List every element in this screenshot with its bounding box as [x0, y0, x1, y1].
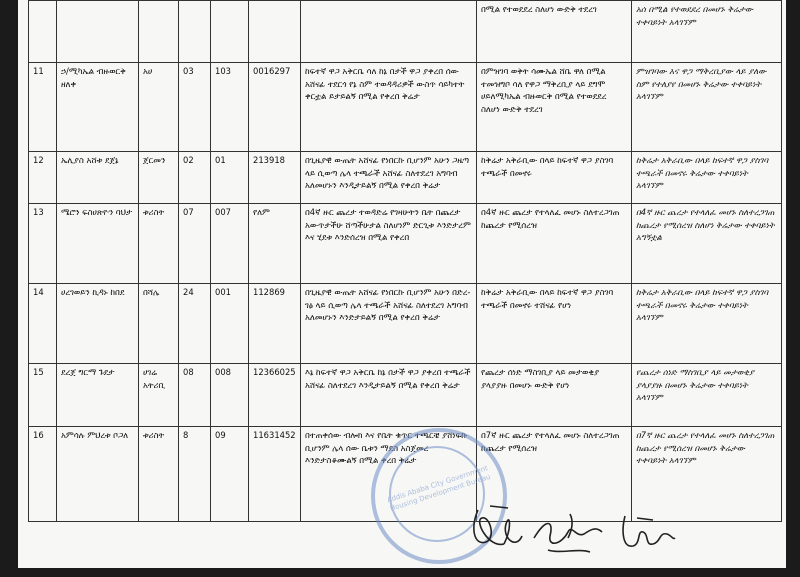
complainant-name: አምሳሉ ምህረቱ ቦጋለ: [57, 427, 139, 522]
committee-finding: በምዝገባ ወቅት ሳሙኤል ሸቤ ዋለ በሚል ተመዝግቦ ሳለ የዋጋ ማቅረቢያ ላይ ደግሞ ሀይለሚካኤል ብዙወርቅ በሚል የተወደደረ ስለሆነ ውድቅ ተደረገ: [477, 63, 632, 152]
table-row: [29, 284, 782, 364]
site-name: በሻሌ: [139, 284, 179, 364]
complainant-name: ሀረገወይን ኪዳኑ ከበደ: [57, 284, 139, 364]
complainant-name: ደረጀ ግርማ ጉደታ: [57, 364, 139, 427]
bid-code: የለም: [249, 204, 301, 284]
site-name: ቱሪስት: [139, 204, 179, 284]
house-number: 01: [211, 152, 249, 204]
complaint-description: ከፍተኛ ዋጋ አቅርቤ ሳለ ከኔ በታች ዋጋ ያቀረበ ሰው አሸናፊ ተደርጎ የኔ ስም ተወዳዳሪዎች ውስጥ ሳይካተት ቀርቷል ይታይልኝ በሚል የቀረበ ቅሬታ: [301, 63, 477, 152]
decision: በ7ኛ ዙር ጨረታ የተላለፈ መሆኑ ስለተረጋገጠ ከጨረታ የሚሰረዝ በመሆኑ ቅሬታው ተቀባይነት አላገኘም: [632, 427, 782, 522]
committee-finding: ከቅሬታ አቅራቢው በላይ ከፍተኛ ዋጋ ያስገባ ተጫራች በመኖሩ: [477, 152, 632, 204]
site-name: ቱሪስት: [139, 427, 179, 522]
site-name: [139, 1, 179, 63]
block-number: [179, 1, 211, 63]
block-number: 08: [179, 364, 211, 427]
complainant-name: ኤሊያስ አሸቱ ደጀኔ: [57, 152, 139, 204]
block-number: 8: [179, 427, 211, 522]
decision: አሰ በሚል የተወደደረ በመሆኑ ቅሬታው ተቀባይነት አላገኘም: [632, 1, 782, 63]
complainant-name: ኃ/ሚካኤል ብዙወርቅ ዘለቀ: [57, 63, 139, 152]
bid-code: 213918: [249, 152, 301, 204]
committee-finding: ከቅሬታ አቅራቢው በላይ ከፍተኛ ዋጋ ያስገባ ተጫራች በመኖሩ ተሸናፊ የሆነ: [477, 284, 632, 364]
house-number: [211, 1, 249, 63]
stamp-text: Addis Ababa City Government Housing Development Bureau: [386, 464, 492, 513]
house-number: 008: [211, 364, 249, 427]
bid-code: 112869: [249, 284, 301, 364]
decision: በ4ኛ ዙር ጨረታ የተላለፈ መሆኑ ስለተረጋገጠ ከጨረታ የሚሰረዝ ስለሆነ ቅሬታው ተቀባይነት አግኝቷል: [632, 204, 782, 284]
bid-code: 12366025: [249, 364, 301, 427]
decision: ከቅሬታ አቅራቢው በላይ ከፍተኛ ዋጋ ያስገባ ተጫራች በመኖሩ ቅሬታው ተቀባይነት አላገኘም: [632, 284, 782, 364]
block-number: 03: [179, 63, 211, 152]
complaint-description: በ4ኛ ዙር ጨረታ ተወዳድሬ የገዛሁትን ቤት በጨረታ አውጥታችሁ ሸጣችሁታል ስለሆነም ድርጊቱ እንድታረም እና ሂደቱ እንድሰረዝ በሚል የቀረበ: [301, 204, 477, 284]
bid-code: 0016297: [249, 63, 301, 152]
block-number: 02: [179, 152, 211, 204]
site-name: አሀ: [139, 63, 179, 152]
row-number: 12: [29, 152, 57, 204]
decision: ምዝገባው እና ዋጋ ማቅረቢያው ላይ ያለው ስም የተለያየ በመሆኑ ቅሬታው ተቀባይነት አላገኘም: [632, 63, 782, 152]
bid-code: [249, 1, 301, 63]
table-row: [29, 204, 782, 284]
complaint-description: በተጠቀሰው ብሎክ እና የቤት ቁጥር ተጫርቼ ያሸነፍኩ ቢሆንም ሌላ ሰው ቤቱን ማደስ አስጀመረ እንድታስቆሙልኝ በሚል ቀረበ ቅሬታ: [301, 427, 477, 522]
site-name: ጀርመን: [139, 152, 179, 204]
table-row: [29, 1, 782, 63]
decision: የጨረታ ሰነድ ማስገቢያ ላይ መታወቂያ ያላያያዙ በመሆኑ ቅሬታው ተቀባይነት አላገኘም: [632, 364, 782, 427]
complaint-description: እኔ ከፍተኛ ዋጋ አቅርቤ ከኔ በታች ዋጋ ያቀረበ ተጫራች አሸናፊ ስለተደረገ እንዲታይልኝ በሚል የቀረበ ቅሬታ: [301, 364, 477, 427]
table-row: [29, 364, 782, 427]
document-sheet: [18, 0, 786, 568]
house-number: 001: [211, 284, 249, 364]
table-row: [29, 63, 782, 152]
signature-3: [613, 508, 683, 558]
committee-finding: በሚል የተወደደረ ስለሆነ ውድቅ ተደረገ: [477, 1, 632, 63]
complaint-description: በጊዜያዊ ውጤት አሸናፊ የነበርኩ ቢሆንም አሁን ጋዜጣ ላይ ሲወጣ ሌላ ተጫራች አሸናፊ ስለተደረገ አግባብ አለመሆኑን እንዲታይልኝ በሚል የቀረበ ቅሬታ: [301, 152, 477, 204]
committee-finding: የጨረታ ሰነድ ማስገቢያ ላይ መታወቂያ ያላያያዙ በመሆኑ ውድቅ የሆነ: [477, 364, 632, 427]
decision: ከቅሬታ አቅራቢው በላይ ከፍተኛ ዋጋ ያስገባ ተጫራች በመኖሩ ቅሬታው ተቀባይነት አላገኘም: [632, 152, 782, 204]
row-number: [29, 1, 57, 63]
block-number: 24: [179, 284, 211, 364]
block-number: 07: [179, 204, 211, 284]
complainant-name: [57, 1, 139, 63]
signature-2: [528, 508, 618, 563]
bid-code: 11631452: [249, 427, 301, 522]
complaint-description: [301, 1, 477, 63]
committee-finding: በ7ኛ ዙር ጨረታ የተላለፈ መሆኑ ስለተረጋገጠ ከጨረታ የሚሰረዝ: [477, 427, 632, 522]
row-number: 14: [29, 284, 57, 364]
house-number: 007: [211, 204, 249, 284]
house-number: 103: [211, 63, 249, 152]
complaint-description: በጊዜያዊ ውጤት አሸናፊ የነበርኩ ቢሆንም አሁን በድረ-ገፅ ላይ ሲወጣ ሌላ ተጫራች አሸናፊ ስለተደረገ አግባብ አለመሆኑን እንድታይልኝ በሚል የቀረበ ቅሬታ: [301, 284, 477, 364]
site-name: ሀገሬ አትሪቢ: [139, 364, 179, 427]
row-number: 16: [29, 427, 57, 522]
house-number: 09: [211, 427, 249, 522]
row-number: 13: [29, 204, 57, 284]
committee-finding: በ4ኛ ዙር ጨረታ የተላለፈ መሆኑ ስለተረጋገጠ ከጨረታ የሚሰረዝ: [477, 204, 632, 284]
row-number: 15: [29, 364, 57, 427]
row-number: 11: [29, 63, 57, 152]
table-row: [29, 152, 782, 204]
complainant-name: ሜሮን ፍስሀጽዮን ባህታ: [57, 204, 139, 284]
